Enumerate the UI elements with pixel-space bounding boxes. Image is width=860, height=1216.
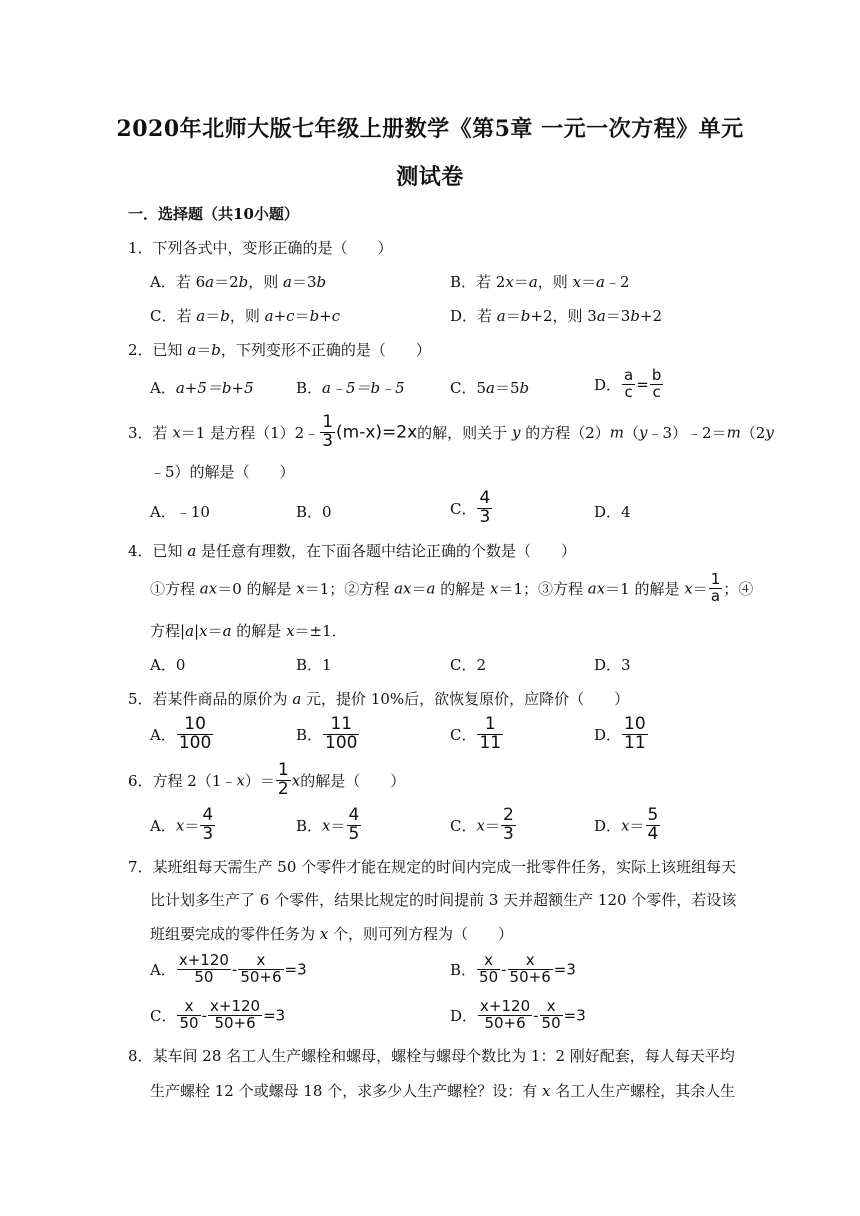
q1-option-b: B．若 2x＝a，则 x＝a﹣2 xyxy=(450,273,630,291)
q7-option-a: A． $\frac{x+120}{50}$ - $\frac{x}{50+6}$ =3 xyxy=(150,951,307,986)
q5-option-c: C． $\frac{1}{11}$ xyxy=(450,714,502,753)
q5-option-d: D． $\frac{10}{11}$ xyxy=(594,714,646,753)
q2-option-c: C．5a＝5b xyxy=(450,379,530,397)
q8-stem-line2: 生产螺栓 12 个或螺母 18 个，求多少人生产螺栓？设：有 x 名工人生产螺栓，其余人生 xyxy=(150,1082,736,1100)
q1-option-d: D．若 a＝b+2，则 3a＝3b+2 xyxy=(450,307,663,325)
q7-option-d: D． $\frac{x+120}{50+6}$ - $\frac{x}{50}$ =3 xyxy=(450,997,586,1032)
q4-option-b: B．1 xyxy=(296,656,332,674)
q3-option-d: D．4 xyxy=(594,503,631,521)
q7-option-b: B． $\frac{x}{50}$ - $\frac{x}{50+6}$ =3 xyxy=(450,951,576,986)
q7-option-c: C． $\frac{x}{50}$ - $\frac{x+120}{50+6}$ =3 xyxy=(150,997,286,1032)
q4-statements-line1: ①方程 ax＝0 的解是 x＝1；②方程 ax＝a 的解是 x＝1；③方程 ax＝1 的解是 x＝ $\frac{1}{a}$ ；④ xyxy=(150,570,754,605)
document-title-line2: 测试卷 xyxy=(396,164,464,190)
section-heading: 一．选择题（共10小题） xyxy=(128,205,299,223)
q4-option-a: A．0 xyxy=(150,656,186,674)
q4-stem: 4．已知 a 是任意有理数，在下面各题中结论正确的个数是（ ） xyxy=(128,542,577,560)
q2-option-d: D． $\frac{a}{c}$ = $\frac{b}{c}$ xyxy=(594,366,662,401)
q2-option-a: A．a+5＝b+5 xyxy=(150,379,254,397)
q6-option-b: B．x＝ $\frac{4}{5}$ xyxy=(296,805,360,844)
q2-option-b: B．a﹣5＝b﹣5 xyxy=(296,379,405,397)
q4-option-d: D．3 xyxy=(594,656,631,674)
q6-option-c: C．x＝ $\frac{2}{3}$ xyxy=(450,805,514,844)
q5-option-b: B． $\frac{11}{100}$ xyxy=(296,714,358,753)
q5-option-a: A． $\frac{10}{100}$ xyxy=(150,714,212,753)
q6-option-a: A．x＝ $\frac{4}{3}$ xyxy=(150,805,214,844)
q3-stem-line2: ﹣5）的解是（ ） xyxy=(150,463,295,481)
q3-option-c: C． $\frac{4}{3}$ xyxy=(450,488,491,527)
q5-stem: 5．若某件商品的原价为 a 元，提价 10%后，欲恢复原价，应降价（ ） xyxy=(128,690,630,708)
q6-stem: 6．方程 2（1﹣x）＝ $\frac{1}{2}$ x的解是（ ） xyxy=(128,760,406,799)
q3-stem-line1: 3．若 x＝1 是方程（1）2﹣ $\frac{1}{3}$ (m-x)=2x的解，则关于 y 的方程（2）m（y﹣3）﹣2＝m（2y xyxy=(128,412,774,451)
q1-stem: 1．下列各式中，变形正确的是（ ） xyxy=(128,239,393,257)
document-title-line1: 2020年北师大版七年级上册数学《第5章 一元一次方程》单元 xyxy=(116,116,744,142)
q7-stem-line3: 班组要完成的零件任务为 x 个，则可列方程为（ ） xyxy=(150,925,514,943)
q8-stem-line1: 8．某车间 28 名工人生产螺栓和螺母，螺栓与螺母个数比为 1：2 刚好配套，每人每天平均 xyxy=(128,1047,735,1065)
q7-stem-line1: 7．某班组每天需生产 50 个零件才能在规定的时间内完成一批零件任务，实际上该班组每天 xyxy=(128,858,737,876)
q1-option-a: A．若 6a＝2b，则 a＝3b xyxy=(150,273,327,291)
q3-option-a: A．﹣10 xyxy=(150,503,210,521)
q2-stem: 2．已知 a＝b，下列变形不正确的是（ ） xyxy=(128,341,431,359)
q4-statements-line2: 方程|a|x＝a 的解是 x＝±1． xyxy=(150,622,347,640)
q4-option-c: C．2 xyxy=(450,656,487,674)
q3-option-b: B．0 xyxy=(296,503,332,521)
q6-option-d: D．x＝ $\frac{5}{4}$ xyxy=(594,805,659,844)
q1-option-c: C．若 a＝b，则 a+c＝b+c xyxy=(150,307,341,325)
q7-stem-line2: 比计划多生产了 6 个零件，结果比规定的时间提前 3 天并超额生产 120 个零件，若设该 xyxy=(150,891,737,909)
